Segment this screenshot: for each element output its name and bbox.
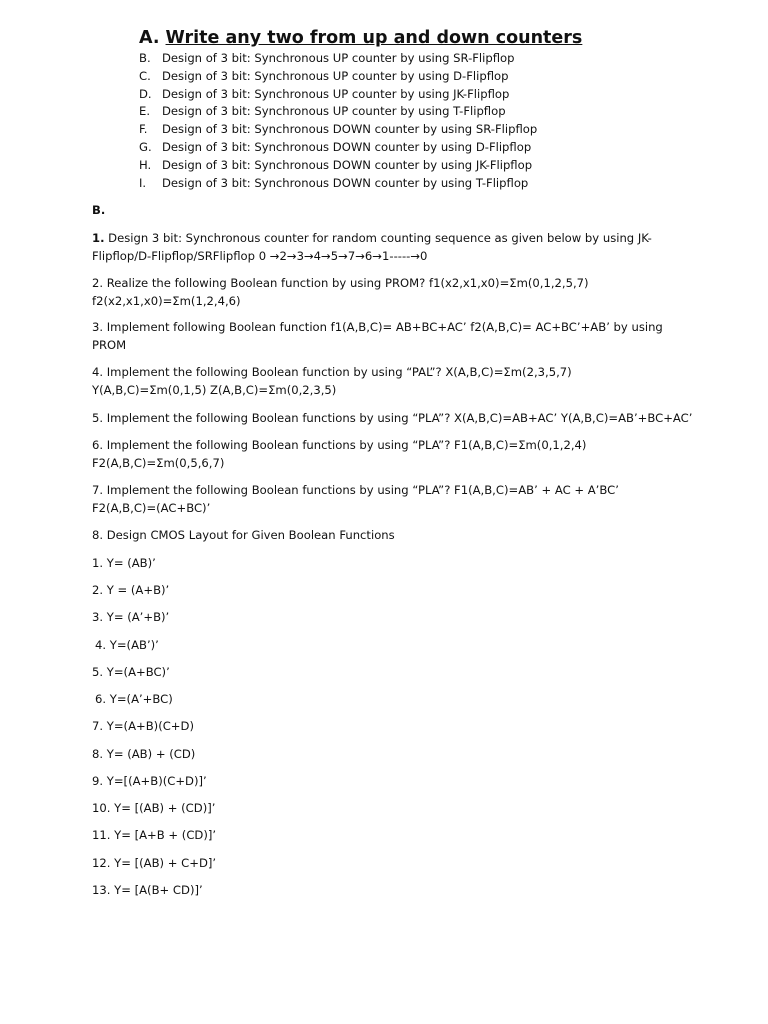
list-item-text: Design of 3 bit: Synchronous DOWN counter by using T-Flipflop: [162, 175, 529, 190]
list-marker: G.: [139, 139, 152, 154]
question-line-2: F2(A,B,C)=(AC+BC)’: [92, 501, 211, 515]
list-item: [139, 121, 537, 139]
function-item: 8. Y= (AB) + (CD): [92, 747, 196, 761]
question-number: 1.: [92, 231, 105, 245]
question-line: 6. Implement the following Boolean functions by using “PLA”? F1(A,B,C)=Σm(0,1,2,4): [92, 438, 587, 452]
function-item: 5. Y=(A+BC)’: [92, 665, 170, 679]
question-line: [92, 229, 692, 247]
function-item: 11. Y= [A+B + (CD)]’: [92, 828, 217, 842]
question-line: 4. Implement the following Boolean function by using “PAL”? X(A,B,C)=Σm(2,3,5,7): [92, 365, 572, 379]
list-item-text: Design of 3 bit: Synchronous UP counter by using JK-Flipflop: [162, 86, 510, 101]
counter-design-list: [139, 50, 537, 192]
list-item: [139, 50, 537, 68]
function-item: 13. Y= [A(B+ CD)]’: [92, 883, 203, 897]
question-7: [92, 481, 692, 517]
list-marker: E.: [139, 104, 151, 119]
list-item: [139, 157, 537, 175]
list-item: [139, 139, 537, 157]
list-marker: D.: [139, 86, 152, 101]
question-line: 2. Realize the following Boolean function by using PROM? f1(x2,x1,x0)=Σm(0,1,2,5,7): [92, 276, 589, 290]
list-item-text: Design of 3 bit: Synchronous UP counter by using D-Flipflop: [162, 68, 509, 83]
question-line: 8. Design CMOS Layout for Given Boolean Functions: [92, 528, 395, 542]
question-line: 5. Implement the following Boolean functions by using “PLA”? X(A,B,C)=AB+AC’ Y(A,B,C)=AB’+BC+AC’: [92, 411, 693, 425]
list-marker: C.: [139, 68, 151, 83]
question-6: [92, 436, 692, 472]
list-item-text: Design of 3 bit: Synchronous DOWN counter by using JK-Flipflop: [162, 157, 533, 172]
list-item-text: Design of 3 bit: Synchronous DOWN counter by using SR-Flipflop: [162, 122, 538, 137]
question-line: 7. Implement the following Boolean functions by using “PLA”? F1(A,B,C)=AB’ + AC + A’BC’: [92, 483, 619, 497]
function-item: 9. Y=[(A+B)(C+D)]’: [92, 774, 207, 788]
question-line-2: F2(A,B,C)=Σm(0,5,6,7): [92, 456, 225, 470]
list-item-text: Design of 3 bit: Synchronous UP counter by using T-Flipflop: [162, 104, 506, 119]
question-8: [92, 526, 692, 544]
function-item: 2. Y = (A+B)’: [92, 583, 170, 597]
function-item: 6. Y=(A’+BC): [95, 692, 173, 706]
question-line-2: PROM: [92, 338, 127, 352]
list-item-text: Design of 3 bit: Synchronous UP counter by using SR-Flipflop: [162, 51, 515, 65]
list-item: [139, 86, 537, 104]
question-text: Design 3 bit: Synchronous counter for random counting sequence as given below by using JK-: [108, 231, 652, 245]
question-5: [92, 409, 692, 427]
function-item: 1. Y= (AB)’: [92, 556, 156, 570]
function-item: 12. Y= [(AB) + C+D]’: [92, 856, 217, 870]
question-1: [92, 229, 692, 265]
list-item-text: Design of 3 bit: Synchronous DOWN counter by using D-Flipflop: [162, 139, 532, 154]
list-marker: H.: [139, 157, 152, 172]
section-b-label: B.: [92, 203, 106, 217]
function-item: 4. Y=(AB’)’: [95, 638, 159, 652]
function-item: 7. Y=(A+B)(C+D): [92, 719, 194, 733]
section-a-letter: A.: [139, 28, 160, 48]
list-marker: B.: [139, 51, 151, 65]
question-line: 3. Implement following Boolean function f1(A,B,C)= AB+BC+AC’ f2(A,B,C)= AC+BC’+AB’ by using: [92, 320, 663, 334]
question-line-2: Y(A,B,C)=Σm(0,1,5) Z(A,B,C)=Σm(0,2,3,5): [92, 383, 337, 397]
list-item: [139, 68, 537, 86]
function-item: 10. Y= [(AB) + (CD)]’: [92, 801, 216, 815]
section-a-heading: [139, 26, 582, 50]
section-a-title: Write any two from up and down counters: [165, 28, 583, 48]
list-item: [139, 175, 537, 193]
question-3: [92, 318, 692, 354]
question-2: [92, 274, 692, 310]
list-marker: I.: [139, 175, 147, 190]
list-item: [139, 103, 537, 121]
question-line-2: Flipflop/D-Flipflop/SRFlipflop 0 →2→3→4→5→7→6→1-----→0: [92, 249, 428, 263]
list-marker: F.: [139, 122, 148, 137]
function-item: 3. Y= (A’+B)’: [92, 610, 170, 624]
question-line-2: f2(x2,x1,x0)=Σm(1,2,4,6): [92, 294, 241, 308]
question-4: [92, 363, 692, 399]
